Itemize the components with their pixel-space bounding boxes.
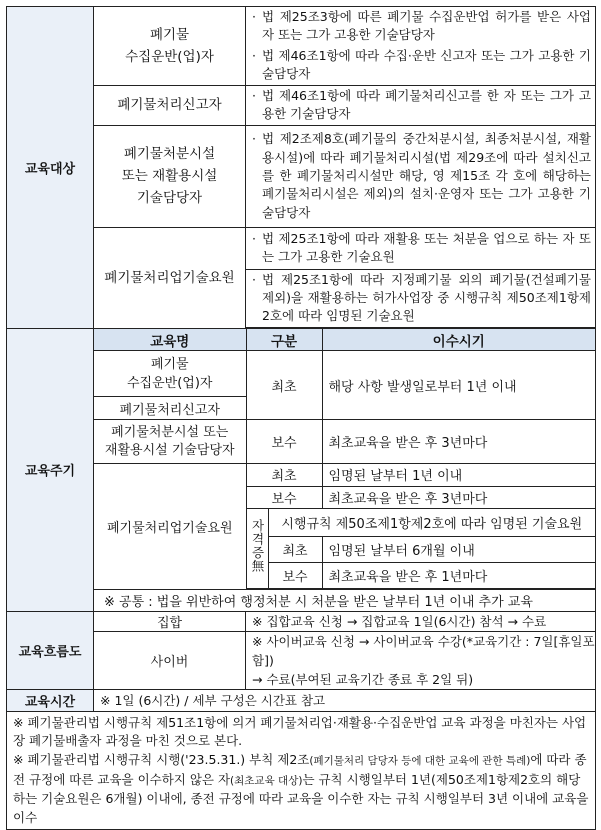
target-desc: · 법 제46조1항에 따라 폐기물처리신고를 한 자 또는 그가 고용한 기술담당자 [246,85,596,125]
target-desc: · 법 제25조1항에 따라 재활용 또는 처분을 업으로 하는 자 또는 그가 고용한 기술요원 [246,227,596,269]
cycle-cell [94,328,596,611]
type-cell: 보수 [246,420,322,463]
target-category-label: 교육대상 [7,7,94,329]
course-name: 폐기물처분시설 또는 재활용시설 기술담당자 [94,420,246,463]
cycle-table [94,329,595,611]
course-name: 폐기물 수집운반(업)자 [94,351,246,396]
education-table [6,6,596,830]
when-cell: 최초교육을 받은 후 1년마다 [322,562,595,588]
notes [7,711,596,830]
target-name: 폐기물처리업기술요원 [94,227,246,328]
desc-item: 법 제46조1항에 따라 수집·운반 신고자 또는 그가 고용한 기술담당자 [262,47,591,82]
time-category-label: 교육시간 [7,689,94,711]
col-when: 이수시기 [322,329,595,351]
desc-item: 법 제25조1항에 따라 지정폐기물 외의 폐기물(건설폐기물 제외)을 재활용하는 허가사업장 중 시행규칙 제50조제1항제2호에 따라 임명된 기술요원 [262,271,591,324]
when-cell: 임명된 날부터 6개월 이내 [322,536,595,562]
col-type: 구분 [246,329,322,351]
type-cell: 보수 [246,487,322,509]
col-name: 교육명 [94,329,246,351]
type-cell: 보수 [268,562,322,588]
note-1: ※ 폐기물관리법 시행규칙 제51조1항에 의거 폐기물처리업·재활용·수집운반업 교육 과정을 마친자는 사업장 폐기물배출자 과정을 마친 것으로 본다. [13,714,587,749]
when-cell: 최초교육을 받은 후 3년마다 [322,420,595,463]
course-name: 폐기물처리신고자 [94,396,246,420]
target-name: 폐기물 수집운반(업)자 [94,7,246,86]
target-desc: · 법 제25조1항에 따라 지정폐기물 외의 폐기물(건설폐기물 제외)을 재활용하는 허가사업장 중 시행규칙 제50조제1항제2호에 따라 임명된 기술요원 [246,269,596,327]
cycle-category-label: 교육주기 [7,328,94,611]
desc-item: 법 제25조3항에 따른 폐기물 수집운반업 허가를 받은 사업자 또는 그가 고용한 기술담당자 [262,9,591,43]
common-note: ※ 공통 : 법을 위반하여 행정처분 시 처분을 받은 날부터 1년 이내 추가 교육 [94,589,595,611]
no-license-label: 자격증無 [246,508,268,588]
flow-text: ※ 집합교육 신청 → 집합교육 1일(6시간) 참석 → 수료 [246,611,596,631]
desc-item: 법 제25조1항에 따라 재활용 또는 처분을 업으로 하는 자 또는 그가 고용한 기술요원 [262,230,591,265]
when-cell: 해당 사항 발생일로부터 1년 이내 [322,351,595,420]
target-name: 폐기물처분시설 또는 재활용시설 기술담당자 [94,125,246,227]
type-cell: 최초 [246,351,322,420]
course-name: 폐기물처리업기술요원 [94,463,246,589]
type-cell: 최초 [246,463,322,487]
target-name: 폐기물처리신고자 [94,85,246,125]
flow-category-label: 교육흐름도 [7,611,94,689]
desc-item: 법 제2조제8호(폐기물의 중간처분시설, 최종처분시설, 재활용시설)에 따라 폐기물처리시설(법 제29조에 따라 설치신고를 한 폐기물처리시설만 해당, 영 제15조 각 호에 해당하는 폐기물처리시설은 제외)의 설치·운영자 또는 그가 고용한 기술담당자 [262,131,591,220]
when-cell: 임명된 날부터 1년 이내 [322,463,595,487]
target-desc: · 법 제25조3항에 따른 폐기물 수집운반업 허가를 받은 사업자 또는 그가 고용한 기술담당자 · 법 제46조1항에 따라 수집·운반 신고자 또는 그가 고용한 기술담당자 [246,7,596,86]
flow-type: 집합 [94,611,246,631]
when-cell: 최초교육을 받은 후 3년마다 [322,487,595,509]
target-desc: · 법 제2조제8호(폐기물의 중간처분시설, 최종처분시설, 재활용시설)에 따라 폐기물처리시설(법 제29조에 따라 설치신고를 한 폐기물처리시설만 해당, 영 제15조 각 호에 해당하는 폐기물처리시설은 제외)의 설치·운영자 또는 그가 고용한 기술담당자 [246,125,596,227]
flow-type: 사이버 [94,631,246,689]
desc-item: 법 제46조1항에 따라 폐기물처리신고를 한 자 또는 그가 고용한 기술담당자 [262,87,591,122]
note-2: ※ 폐기물관리법 시행규칙 시행('23.5.31.) 부칙 제2조(폐기물처리 담당자 등에 대한 교육에 관한 특례)에 따라 종전 규정에 따른 교육을 이수하지 않은 자(최초교육 대상)는 규칙 시행일부터 1년(제50조제1항제2호의 해당하는 기술요원은 6개월) 이내에, 종전 규정에 따라 교육을 이수한 자는 규칙 시행일부터 3년 이내에 교육을 이수 [13,752,589,825]
flow-text: ※ 사이버교육 신청 → 사이버교육 수강(*교육기간 : 7일[휴일포함]) → 수료(부여된 교육기간 종료 후 2일 뒤) [246,631,596,689]
subrow-desc: 시행규칙 제50조제1항제2호에 따라 임명된 기술요원 [268,508,595,536]
time-text: ※ 1일 (6시간) / 세부 구성은 시간표 참고 [94,689,596,711]
type-cell: 최초 [268,536,322,562]
